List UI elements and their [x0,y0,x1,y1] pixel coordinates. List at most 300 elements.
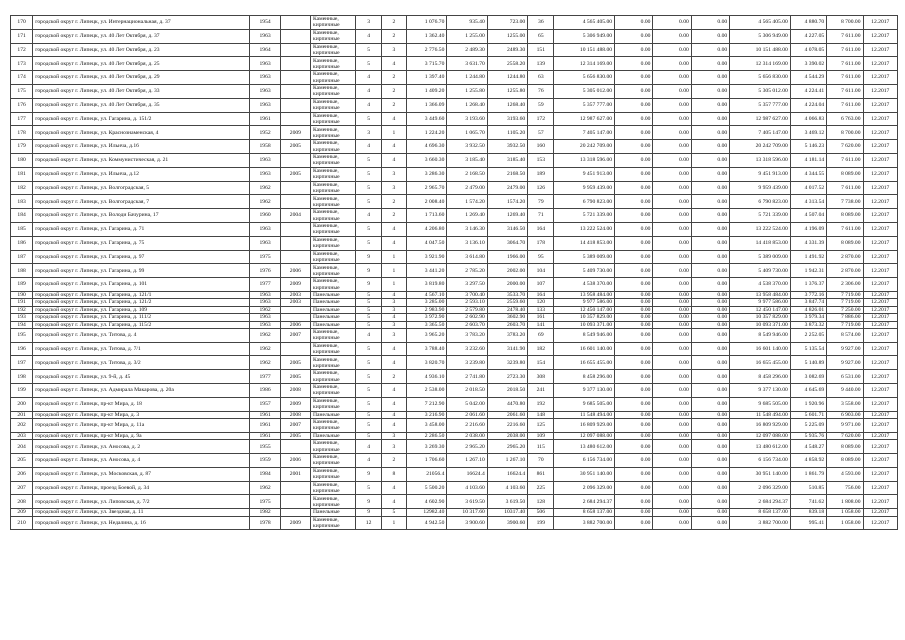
owner-funds-cell: 4 538 370.00 [730,278,791,292]
floors-cell: 5 [356,356,381,370]
address-cell: городской округ г. Липецк, пр-кт Мира, д. 9а [33,432,250,439]
renovation-year-cell [280,481,310,495]
renovation-year-cell [280,342,310,356]
residents-cell: 120 [528,299,554,306]
municipal-funds-cell: 0.00 [691,16,729,30]
owned-area-cell: 2168.50 [487,167,527,181]
wall-material-cell: Каменные, кирпичные [311,29,356,43]
unit-cost-cell: 4 507.04 [790,209,826,223]
row-number-cell: 189 [11,278,33,292]
address-cell: городской округ г. Липецк, ул. Титова, д. 4 [33,328,250,342]
build-year-cell: 1955 [250,440,280,454]
total-area-cell: 1 713.60 [406,209,446,223]
unit-cost-cell: 4 227.05 [790,29,826,43]
owner-funds-cell: 12 097 088.00 [730,432,791,439]
owner-funds-cell: 5 389 009.00 [730,250,791,264]
row-number-cell: 191 [11,299,33,306]
address-cell: городской округ г. Липецк, ул. Гагарина, д. 109 [33,306,250,313]
floors-cell: 4 [356,71,381,85]
regional-funds-cell: 0.00 [653,299,691,306]
renovation-year-cell [280,440,310,454]
municipal-funds-cell: 0.00 [691,432,729,439]
address-cell: городской округ г. Липецк, ул. Звездная, д. 11 [33,509,250,516]
owned-area-cell: 3900.60 [487,516,527,530]
unit-cost-cell: 5 935.76 [790,432,826,439]
deadline-cell: 12.2017 [863,509,897,516]
wall-material-cell: Каменные, кирпичные [311,236,356,250]
wall-material-cell: Каменные, кирпичные [311,356,356,370]
renovation-year-cell [280,43,310,57]
address-cell: городской округ г. Липецк, ул. Аносова, д. 4 [33,454,250,468]
renovation-year-cell [280,57,310,71]
owned-area-cell: 2723.30 [487,370,527,384]
max-unit-cost-cell: 9 927.00 [827,342,863,356]
max-unit-cost-cell: 7 611.00 [827,153,863,167]
renovation-year-cell [280,195,310,209]
row-number-cell: 184 [11,209,33,223]
deadline-cell: 12.2017 [863,250,897,264]
floors-cell: 5 [356,397,381,411]
max-unit-cost-cell: 7 611.00 [827,84,863,98]
unit-cost-cell: 4 548.27 [790,440,826,454]
unit-cost-cell: 3 847.74 [790,299,826,306]
total-area-cell: 21056.4 [406,467,446,481]
total-area-cell: 4 047.50 [406,236,446,250]
owned-area-cell: 2216.60 [487,419,527,433]
entrances-cell: 3 [381,306,406,313]
total-area-cell: 1 706.60 [406,454,446,468]
address-cell: городской округ г. Липецк, ул. Краснознаменская, 4 [33,126,250,140]
wall-material-cell: Каменные, кирпичные [311,342,356,356]
deadline-cell: 12.2017 [863,112,897,126]
owner-funds-cell: 12 987 627.00 [730,112,791,126]
residents-cell: 109 [528,432,554,439]
build-year-cell: 1961 [250,432,280,439]
row-number-cell: 174 [11,71,33,85]
unit-cost-cell: 1 942.31 [790,264,826,278]
residents-cell: 125 [528,419,554,433]
floors-cell: 5 [356,181,381,195]
table-row [11,481,898,495]
address-cell: городской округ г. Липецк, ул. Липовская, д. 7/2 [33,495,250,509]
deadline-cell: 12.2017 [863,481,897,495]
build-year-cell: 1954 [250,16,280,30]
build-year-cell: 1963 [250,153,280,167]
regional-funds-cell: 0.00 [653,321,691,328]
max-unit-cost-cell: 8 089.00 [827,209,863,223]
municipal-funds-cell: 0.00 [691,509,729,516]
residents-cell: 76 [528,84,554,98]
residents-cell: 160 [528,140,554,154]
floors-cell: 5 [356,384,381,398]
owner-funds-cell: 13 480 612.00 [730,440,791,454]
entrances-cell: 4 [381,384,406,398]
regional-funds-cell: 0.00 [653,222,691,236]
build-year-cell: 1963 [250,57,280,71]
build-year-cell: 1963 [250,314,280,321]
wall-material-cell: Каменные, кирпичные [311,495,356,509]
row-number-cell: 207 [11,481,33,495]
owned-area-cell: 3141.90 [487,342,527,356]
unit-cost-cell: 4 181.14 [790,153,826,167]
wall-material-cell: Каменные, кирпичные [311,126,356,140]
deadline-cell: 12.2017 [863,516,897,530]
deadline-cell: 12.2017 [863,328,897,342]
entrances-cell: 1 [381,516,406,530]
owner-funds-cell: 10 357 829.00 [730,314,791,321]
address-cell: городской округ г. Липецк, ул. Титова, д. 7/1 [33,342,250,356]
wall-material-cell: Каменные, кирпичные [311,167,356,181]
residents-cell: 153 [528,153,554,167]
owned-area-cell: 1105.20 [487,126,527,140]
owner-funds-cell: 6 156 734.00 [730,454,791,468]
total-cost-cell: 16 655 455.00 [554,356,615,370]
residents-cell: 69 [528,328,554,342]
floors-cell: 9 [356,264,381,278]
floors-cell: 5 [356,222,381,236]
unit-cost-cell: 1 376.37 [790,278,826,292]
living-area-cell: 2 479.00 [447,181,487,195]
total-cost-cell: 5 409 730.00 [554,264,615,278]
wall-material-cell: Каменные, кирпичные [311,264,356,278]
entrances-cell: 3 [381,167,406,181]
regional-funds-cell: 0.00 [653,98,691,112]
municipal-funds-cell: 0.00 [691,264,729,278]
wall-material-cell: Каменные, кирпичные [311,370,356,384]
max-unit-cost-cell: 8 089.00 [827,236,863,250]
total-cost-cell: 13 480 612.00 [554,440,615,454]
total-area-cell: 4 696.30 [406,140,446,154]
total-cost-cell: 12 450 147.00 [554,306,615,313]
unit-cost-cell: 3 082.69 [790,370,826,384]
deadline-cell: 12.2017 [863,98,897,112]
total-area-cell: 4 567.10 [406,291,446,298]
row-number-cell: 208 [11,495,33,509]
renovation-year-cell [280,84,310,98]
unit-cost-cell: 5 140.89 [790,356,826,370]
entrances-cell: 4 [381,140,406,154]
deadline-cell: 12.2017 [863,278,897,292]
unit-cost-cell: 4 017.52 [790,181,826,195]
floors-cell: 4 [356,328,381,342]
total-cost-cell: 5 357 777.00 [554,98,615,112]
federal-funds-cell: 0.00 [615,495,653,509]
municipal-funds-cell: 0.00 [691,291,729,298]
federal-funds-cell: 0.00 [615,264,653,278]
max-unit-cost-cell: 8 574.00 [827,328,863,342]
owner-funds-cell: 7 405 147.00 [730,126,791,140]
owner-funds-cell: 10 151 488.00 [730,43,791,57]
municipal-funds-cell: 0.00 [691,236,729,250]
living-area-cell: 2 785.20 [447,264,487,278]
entrances-cell: 2 [381,370,406,384]
residents-cell: 59 [528,98,554,112]
max-unit-cost-cell: 6 531.00 [827,370,863,384]
federal-funds-cell: 0.00 [615,356,653,370]
row-number-cell: 186 [11,236,33,250]
renovation-year-cell [280,112,310,126]
federal-funds-cell: 0.00 [615,250,653,264]
total-area-cell: 3 441.20 [406,264,446,278]
entrances-cell: 2 [381,29,406,43]
regional-funds-cell: 0.00 [653,167,691,181]
unit-cost-cell: 4 826.01 [790,306,826,313]
federal-funds-cell: 0.00 [615,29,653,43]
total-area-cell: 3 365.50 [406,321,446,328]
owner-funds-cell: 10 093 371.00 [730,321,791,328]
deadline-cell: 12.2017 [863,71,897,85]
table-row [11,411,898,418]
total-cost-cell: 20 242 709.00 [554,140,615,154]
federal-funds-cell: 0.00 [615,509,653,516]
table-row [11,328,898,342]
floors-cell: 5 [356,481,381,495]
owned-area-cell: 2489.30 [487,43,527,57]
municipal-funds-cell: 0.00 [691,29,729,43]
wall-material-cell: Каменные, кирпичные [311,481,356,495]
wall-material-cell: Каменные, кирпичные [311,57,356,71]
table-row [11,236,898,250]
total-area-cell: 3 285.00 [406,299,446,306]
deadline-cell: 12.2017 [863,321,897,328]
total-area-cell: 2 008.40 [406,195,446,209]
regional-funds-cell: 0.00 [653,411,691,418]
entrances-cell: 2 [381,98,406,112]
build-year-cell: 1962 [250,306,280,313]
federal-funds-cell: 0.00 [615,516,653,530]
total-area-cell: 1 076.70 [406,16,446,30]
entrances-cell: 3 [381,43,406,57]
total-area-cell: 3 458.00 [406,419,446,433]
unit-cost-cell: 4 331.39 [790,236,826,250]
floors-cell: 9 [356,250,381,264]
residents-cell: 164 [528,222,554,236]
max-unit-cost-cell: 2 306.00 [827,278,863,292]
municipal-funds-cell: 0.00 [691,467,729,481]
municipal-funds-cell: 0.00 [691,278,729,292]
regional-funds-cell: 0.00 [653,384,691,398]
residents-cell: 36 [528,16,554,30]
unit-cost-cell: 1 491.92 [790,250,826,264]
regional-funds-cell: 0.00 [653,153,691,167]
table-row [11,57,898,71]
build-year-cell: 1975 [250,250,280,264]
total-area-cell: 4 942.50 [406,516,446,530]
build-year-cell: 1963 [250,71,280,85]
total-cost-cell: 12 097 088.00 [554,432,615,439]
renovation-year-cell: 2005 [280,167,310,181]
total-cost-cell: 9 451 913.00 [554,167,615,181]
build-year-cell: 1963 [250,299,280,306]
owned-area-cell: 3239.80 [487,356,527,370]
regional-funds-cell: 0.00 [653,112,691,126]
owned-area-cell: 3932.50 [487,140,527,154]
unit-cost-cell: 5 146.23 [790,140,826,154]
residents-cell: 63 [528,71,554,85]
deadline-cell: 12.2017 [863,467,897,481]
total-area-cell: 1 409.20 [406,84,446,98]
municipal-funds-cell: 0.00 [691,370,729,384]
total-cost-cell: 4 538 370.00 [554,278,615,292]
build-year-cell: 1986 [250,384,280,398]
federal-funds-cell: 0.00 [615,167,653,181]
deadline-cell: 12.2017 [863,314,897,321]
table-row [11,314,898,321]
residents-cell: 172 [528,112,554,126]
renovation-year-cell: 2009 [280,278,310,292]
max-unit-cost-cell: 3 558.00 [827,397,863,411]
unit-cost-cell: 3 390.02 [790,57,826,71]
address-cell: городской округ г. Липецк, ул. 40 Лет Октября, д. 25 [33,57,250,71]
wall-material-cell: Каменные, кирпичные [311,440,356,454]
build-year-cell: 1961 [250,419,280,433]
entrances-cell: 2 [381,195,406,209]
wall-material-cell: Каменные, кирпичные [311,250,356,264]
total-area-cell: 3 660.30 [406,153,446,167]
row-number-cell: 193 [11,314,33,321]
entrances-cell: 4 [381,411,406,418]
owned-area-cell: 1268.40 [487,98,527,112]
floors-cell: 5 [356,291,381,298]
owned-area-cell: 2018.50 [487,384,527,398]
unit-cost-cell: 1 861.79 [790,467,826,481]
living-area-cell: 3 185.40 [447,153,487,167]
living-area-cell: 2 018.50 [447,384,487,398]
owner-funds-cell: 3 882 700.00 [730,516,791,530]
owned-area-cell: 3064.70 [487,236,527,250]
max-unit-cost-cell: 756.00 [827,481,863,495]
owned-area-cell: 1255.00 [487,29,527,43]
total-area-cell: 4 602.90 [406,495,446,509]
wall-material-cell: Каменные, кирпичные [311,195,356,209]
table-row [11,181,898,195]
address-cell: городской округ г. Липецк, ул. Гагарина, д. 111/2 [33,314,250,321]
unit-cost-cell: 4 066.83 [790,112,826,126]
total-cost-cell: 9 977 586.00 [554,299,615,306]
residents-cell: 133 [528,306,554,313]
municipal-funds-cell: 0.00 [691,306,729,313]
total-cost-cell: 13 222 524.00 [554,222,615,236]
floors-cell: 5 [356,370,381,384]
total-cost-cell: 9 959 439.00 [554,181,615,195]
deadline-cell: 12.2017 [863,299,897,306]
renovation-year-cell: 2007 [280,328,310,342]
owned-area-cell: 2479.00 [487,181,527,195]
owned-area-cell: 2478.40 [487,306,527,313]
max-unit-cost-cell: 7 719.00 [827,299,863,306]
residents-cell: 225 [528,481,554,495]
renovation-year-cell [280,250,310,264]
floors-cell: 5 [356,167,381,181]
max-unit-cost-cell: 1 058.00 [827,509,863,516]
wall-material-cell: Панельные [311,509,356,516]
unit-cost-cell: 741.62 [790,495,826,509]
unit-cost-cell: 5 601.71 [790,411,826,418]
total-cost-cell: 14 418 853.00 [554,236,615,250]
floors-cell: 4 [356,29,381,43]
regional-funds-cell: 0.00 [653,495,691,509]
address-cell: городской округ г. Липецк, ул. Титова, д. 3/2 [33,356,250,370]
deadline-cell: 12.2017 [863,432,897,439]
entrances-cell: 4 [381,222,406,236]
total-area-cell: 3 286.30 [406,167,446,181]
renovation-year-cell [280,509,310,516]
total-cost-cell: 12 987 627.00 [554,112,615,126]
row-number-cell: 206 [11,467,33,481]
total-cost-cell: 3 882 700.00 [554,516,615,530]
entrances-cell: 4 [381,342,406,356]
owner-funds-cell: 16 601 140.00 [730,342,791,356]
renovation-year-cell: 2006 [280,264,310,278]
deadline-cell: 12.2017 [863,356,897,370]
max-unit-cost-cell: 7 611.00 [827,57,863,71]
unit-cost-cell: 3 772.16 [790,291,826,298]
owner-funds-cell: 5 409 730.00 [730,264,791,278]
address-cell: городской округ г. Липецк, ул. 9-й, д. 45 [33,370,250,384]
build-year-cell: 1963 [250,98,280,112]
living-area-cell: 2 741.80 [447,370,487,384]
build-year-cell: 1962 [250,195,280,209]
housing-register-table [10,15,898,530]
table-body [11,16,898,530]
address-cell: городской округ г. Липецк, ул. Гагарина, д. 75 [33,236,250,250]
unit-cost-cell: 4 544.29 [790,71,826,85]
deadline-cell: 12.2017 [863,306,897,313]
municipal-funds-cell: 0.00 [691,181,729,195]
unit-cost-cell: 510.85 [790,481,826,495]
wall-material-cell: Каменные, кирпичные [311,98,356,112]
build-year-cell: 1977 [250,278,280,292]
regional-funds-cell: 0.00 [653,328,691,342]
total-cost-cell: 5 306 949.00 [554,29,615,43]
floors-cell: 5 [356,321,381,328]
entrances-cell: 4 [381,495,406,509]
owned-area-cell: 2559.60 [487,299,527,306]
deadline-cell: 12.2017 [863,454,897,468]
federal-funds-cell: 0.00 [615,236,653,250]
regional-funds-cell: 0.00 [653,314,691,321]
regional-funds-cell: 0.00 [653,264,691,278]
federal-funds-cell: 0.00 [615,57,653,71]
wall-material-cell: Каменные, кирпичные [311,209,356,223]
regional-funds-cell: 0.00 [653,291,691,298]
living-area-cell: 1 268.40 [447,98,487,112]
residents-cell: 71 [528,209,554,223]
owner-funds-cell: 9 685 505.00 [730,397,791,411]
build-year-cell: 1978 [250,516,280,530]
residents-cell: 241 [528,384,554,398]
federal-funds-cell: 0.00 [615,411,653,418]
deadline-cell: 12.2017 [863,57,897,71]
federal-funds-cell: 0.00 [615,321,653,328]
federal-funds-cell: 0.00 [615,43,653,57]
floors-cell: 5 [356,306,381,313]
owned-area-cell: 1 267.10 [487,454,527,468]
residents-cell: 164 [528,291,554,298]
entrances-cell: 5 [381,509,406,516]
renovation-year-cell: 2006 [280,321,310,328]
municipal-funds-cell: 0.00 [691,314,729,321]
regional-funds-cell: 0.00 [653,209,691,223]
address-cell: городской округ г. Липецк, ул. Адмирала Макарова, д. 20а [33,384,250,398]
table-row [11,140,898,154]
residents-cell: 161 [528,314,554,321]
municipal-funds-cell: 0.00 [691,397,729,411]
row-number-cell: 204 [11,440,33,454]
entrances-cell: 3 [381,432,406,439]
total-cost-cell: 4 565 405.00 [554,16,615,30]
living-area-cell: 3 614.80 [447,250,487,264]
